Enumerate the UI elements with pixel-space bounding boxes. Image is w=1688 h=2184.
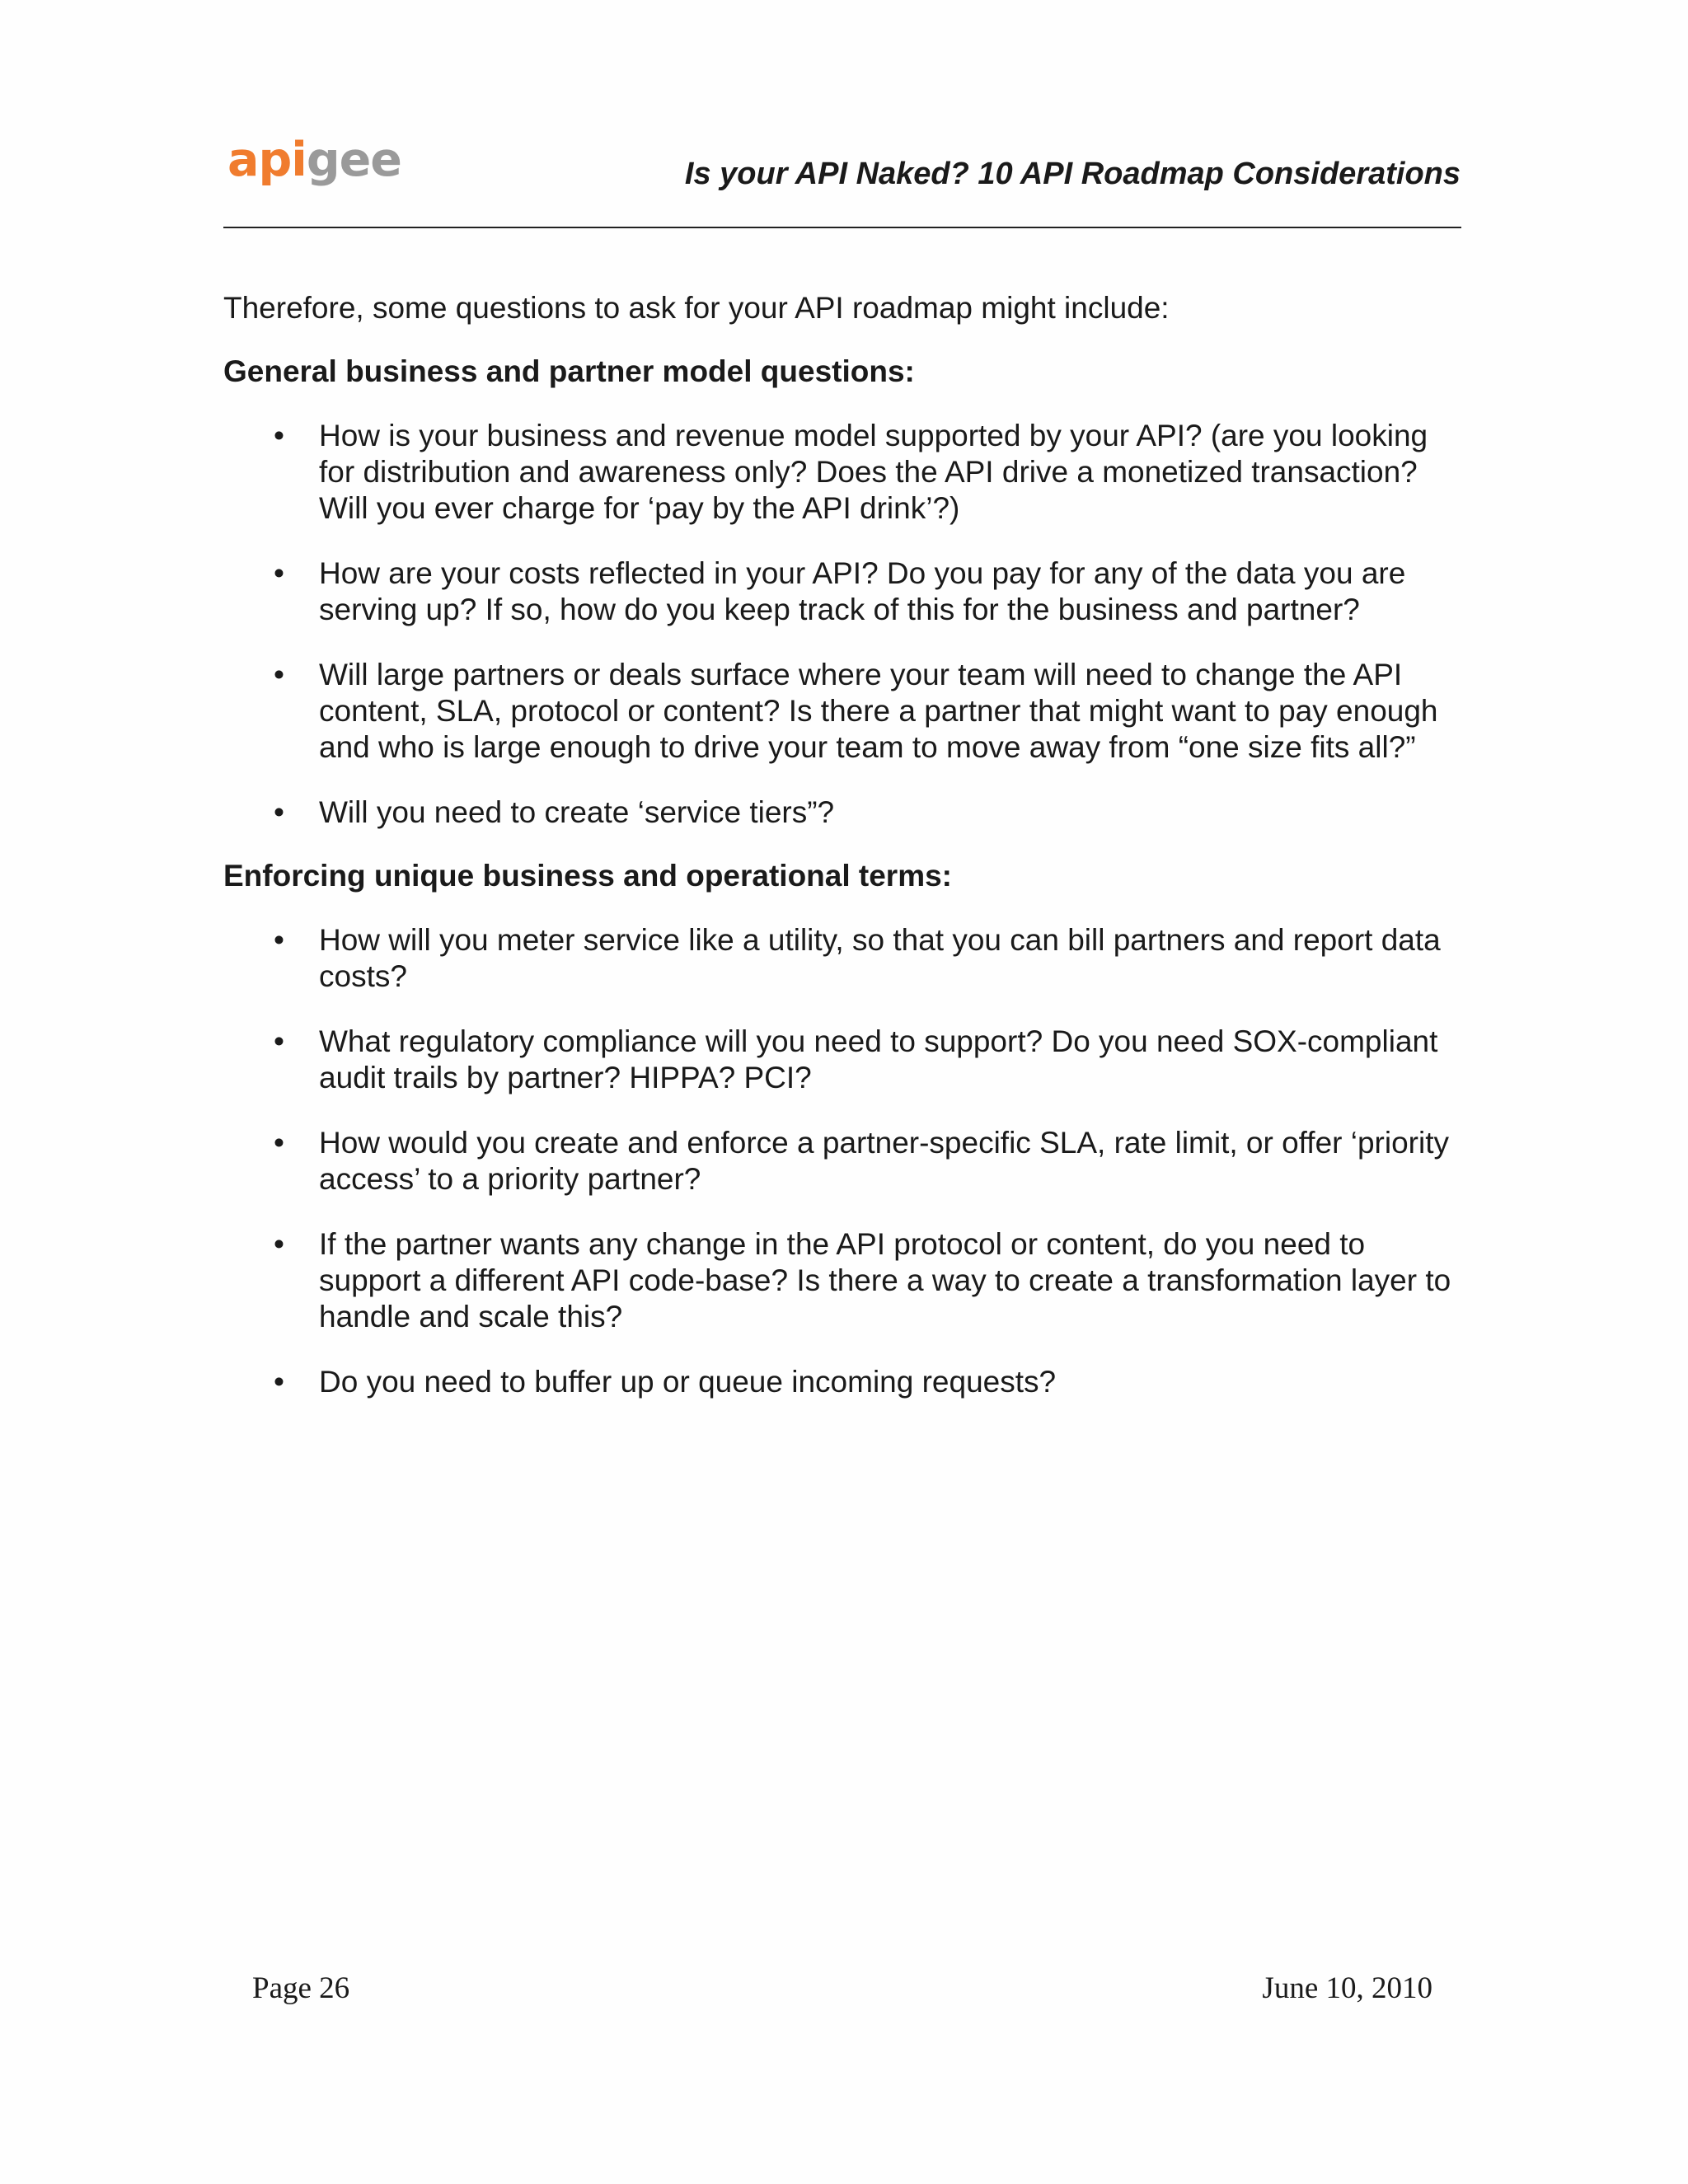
- list-item-text: If the partner wants any change in the API protocol or content, do you need to support a different API code-base? Is there a way to create a transformation layer to handle and scale this?: [319, 1227, 1451, 1333]
- logo-text-gee: gee: [306, 133, 401, 187]
- list-item: [223, 922, 1468, 995]
- bullet-icon: •: [274, 795, 284, 829]
- section-heading-enforcing: Enforcing unique business and operational terms:: [223, 859, 953, 893]
- bullet-icon: •: [274, 1365, 284, 1399]
- list-item-text: How are your costs reflected in your API? Do you pay for any of the data you are serving up? If so, how do you keep track of this for the business and partner?: [319, 556, 1406, 626]
- list-item: [223, 657, 1468, 766]
- bullet-icon: •: [274, 1126, 284, 1160]
- list-item-text: How is your business and revenue model supported by your API? (are you looking for distribution and awareness only? Does the API drive a monetized transaction? Will you ever charge for ‘pay by the API drink’?): [319, 419, 1428, 525]
- list-item-text: Do you need to buffer up or queue incoming requests?: [319, 1365, 1057, 1399]
- apigee-logo: [227, 133, 401, 187]
- bullet-icon: •: [274, 556, 284, 590]
- list-item: [223, 555, 1468, 628]
- list-item-text: How will you meter service like a utility, so that you can bill partners and report data costs?: [319, 923, 1441, 993]
- list-item: [223, 1364, 1468, 1400]
- footer-date: June 10, 2010: [1262, 1971, 1432, 2005]
- document-title: Is your API Naked? 10 API Roadmap Considerations: [684, 157, 1461, 191]
- logo-text-api: api: [227, 133, 307, 187]
- bullet-icon: •: [274, 923, 284, 957]
- bullet-icon: •: [274, 1227, 284, 1261]
- list-item-text: Will large partners or deals surface where your team will need to change the API content, SLA, protocol or content? Is there a partner that might want to pay enough and who is large enough to drive your team to move away from “one size fits all?”: [319, 658, 1438, 764]
- list-item: [223, 1125, 1468, 1197]
- section-heading-general: General business and partner model questions:: [223, 354, 915, 388]
- list-item: [223, 1024, 1468, 1096]
- list-item: [223, 418, 1468, 527]
- header-divider: [223, 227, 1461, 228]
- list-item-text: Will you need to create ‘service tiers”?: [319, 795, 835, 829]
- list-item: [223, 794, 1468, 831]
- intro-paragraph: Therefore, some questions to ask for your API roadmap might include:: [223, 291, 1170, 325]
- list-item-text: What regulatory compliance will you need to support? Do you need SOX-compliant audit trails by partner? HIPPA? PCI?: [319, 1024, 1438, 1094]
- bullet-list-enforcing: [223, 922, 1468, 1400]
- bullet-icon: •: [274, 419, 284, 452]
- page-number: Page 26: [252, 1971, 350, 2005]
- bullet-icon: •: [274, 658, 284, 691]
- page-content: [223, 290, 1468, 1427]
- list-item: [223, 1226, 1468, 1335]
- bullet-list-general: [223, 418, 1468, 831]
- list-item-text: How would you create and enforce a partner-specific SLA, rate limit, or offer ‘priority access’ to a priority partner?: [319, 1126, 1449, 1196]
- bullet-icon: •: [274, 1024, 284, 1058]
